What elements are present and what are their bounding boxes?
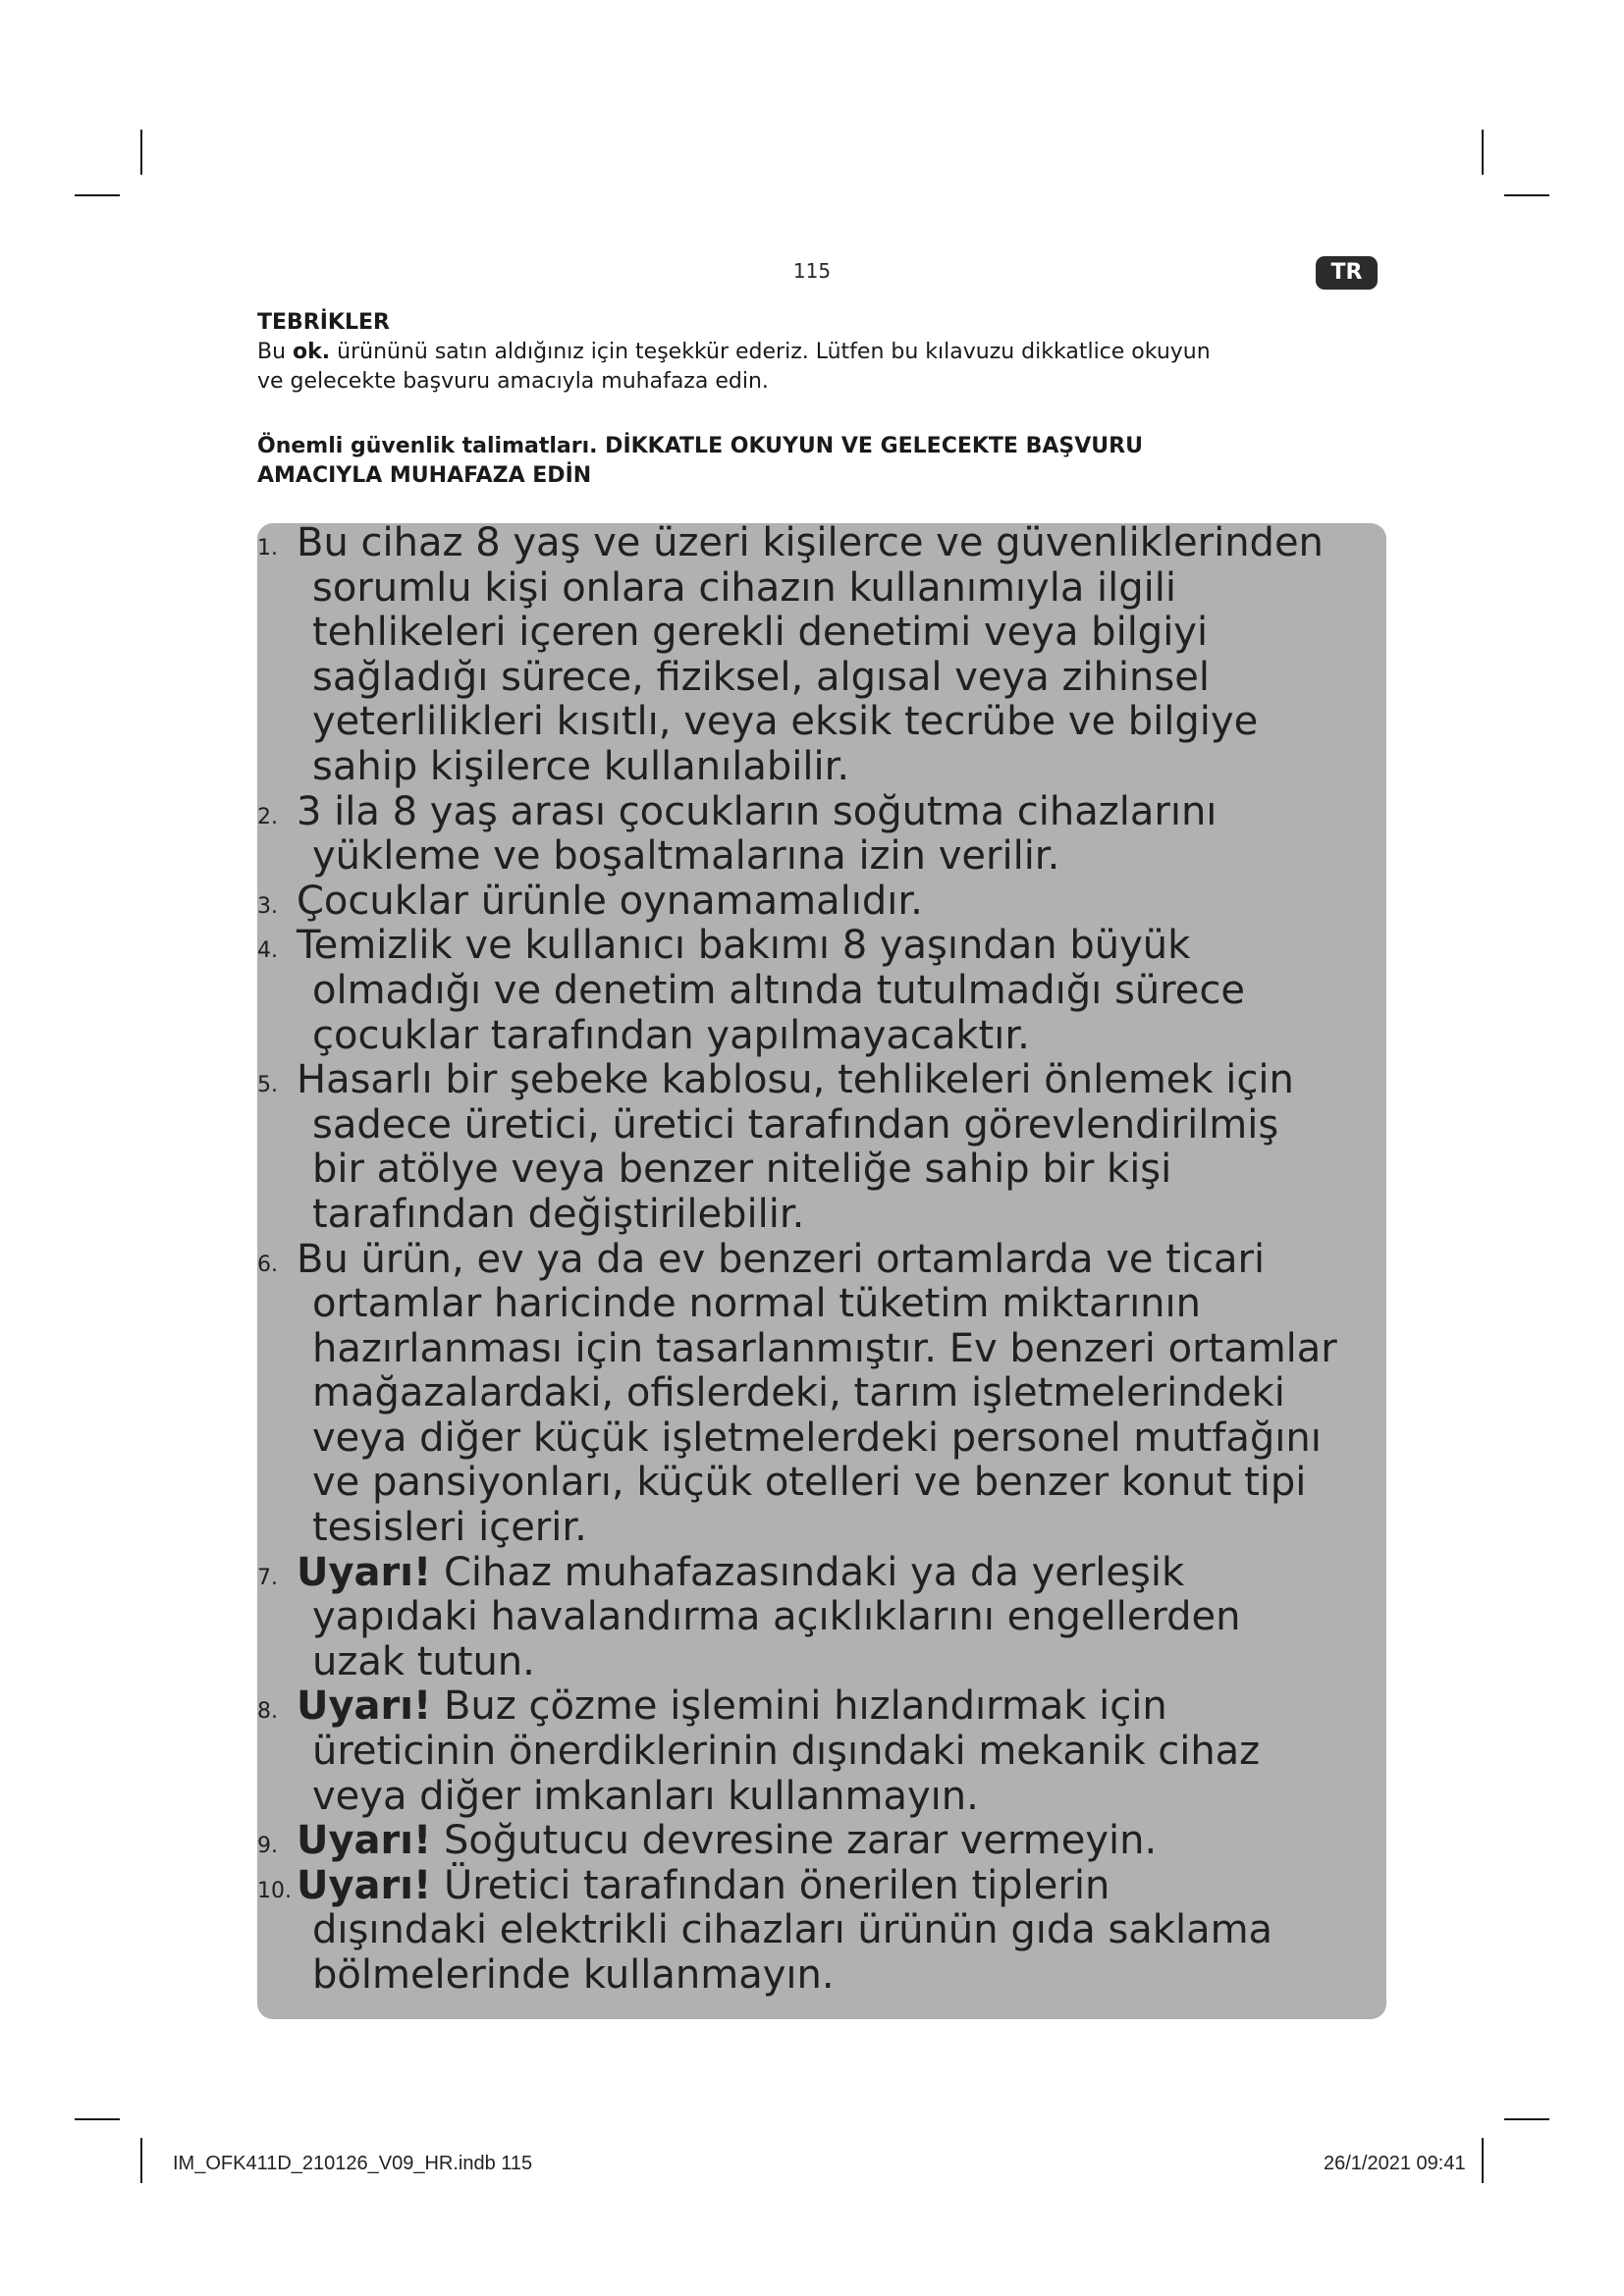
item-text: sorumlu kişi onlara cihazın kullanımıyla ilgili (312, 564, 1176, 611)
item-text: bir atölye veya benzer niteliğe sahip bir kişi (312, 1147, 1172, 1193)
item-line (297, 1551, 1396, 1596)
list-item (257, 1058, 1396, 1237)
item-line (312, 1908, 1396, 1953)
item-line (312, 1014, 1396, 1059)
crop-mark (75, 2118, 120, 2120)
item-text: hazırlanması için tasarlanmıştır. Ev benzeri ortamlar (312, 1325, 1337, 1371)
item-line (312, 1640, 1396, 1685)
item-text: uzak tutun. (312, 1638, 535, 1684)
item-line (297, 1684, 1396, 1730)
crop-mark (1482, 2138, 1484, 2183)
item-line (297, 790, 1396, 835)
item-line (312, 700, 1396, 745)
list-item (257, 880, 1396, 925)
item-line (312, 969, 1396, 1014)
item-line (312, 745, 1396, 790)
footer-datetime: 26/1/2021 09:41 (1324, 2153, 1466, 2174)
item-line (312, 1103, 1396, 1148)
item-text: bölmelerinde kullanmayın. (312, 1952, 835, 1998)
crop-mark (1504, 194, 1549, 196)
list-item (257, 1551, 1396, 1685)
item-line (312, 1775, 1396, 1820)
warning-label: Uyarı! (297, 1818, 432, 1864)
item-line (312, 1416, 1396, 1462)
item-text: Bu cihaz 8 yaş ve üzeri kişilerce ve güvenliklerinden (297, 520, 1324, 565)
item-text: ortamlar haricinde normal tüketim miktarının (312, 1281, 1201, 1327)
item-text: yeterlilikleri kısıtlı, veya eksik tecrübe ve bilgiye (312, 699, 1259, 745)
safety-instructions-list (257, 521, 1396, 1999)
item-text: üreticinin önerdiklerinin dışındaki mekanik cihaz (312, 1729, 1261, 1775)
item-text: tarafından değiştirilebilir. (312, 1191, 805, 1237)
item-number: 7. (257, 1565, 278, 1590)
item-text: veya diğer küçük işletmelerdeki personel mutfağını (312, 1415, 1322, 1461)
list-item (257, 924, 1396, 1058)
item-line (297, 924, 1396, 969)
crop-mark (75, 194, 120, 196)
item-line (312, 611, 1396, 656)
list-item (257, 1819, 1396, 1864)
intro-section (257, 308, 1386, 397)
item-number: 2. (257, 804, 278, 829)
item-line (312, 566, 1396, 612)
item-text: tesisleri içerir. (312, 1505, 587, 1551)
safety-heading (257, 432, 1386, 491)
item-number: 1. (257, 536, 278, 561)
item-number: 3. (257, 893, 278, 919)
item-line (297, 880, 1396, 925)
item-line (297, 1819, 1396, 1864)
item-text: olmadığı ve denetim altında tutulmadığı sürece (312, 967, 1245, 1013)
item-text: Cihaz muhafazasındaki ya da yerleşik (431, 1549, 1185, 1595)
brand-name: ok. (293, 340, 331, 364)
item-text: ve pansiyonları, küçük otelleri ve benzer konut tipi (312, 1460, 1307, 1506)
item-line (312, 1148, 1396, 1193)
item-line (312, 1327, 1396, 1372)
intro-line1: ürününü satın aldığınız için teşekkür ederiz. Lütfen bu kılavuzu dikkatlice okuyun (330, 340, 1211, 364)
warning-label: Uyarı! (297, 1683, 432, 1730)
item-line (312, 1730, 1396, 1775)
list-item (257, 1238, 1396, 1551)
item-text: 3 ila 8 yaş arası çocukların soğutma cihazlarını (297, 788, 1218, 834)
intro-line2: ve gelecekte başvuru amacıyla muhafaza edin. (257, 369, 769, 394)
item-line (297, 1864, 1396, 1909)
item-text: çocuklar tarafından yapılmayacaktır. (312, 1012, 1030, 1058)
item-text: sadece üretici, üretici tarafından görevlendirilmiş (312, 1101, 1279, 1148)
item-text: tehlikeleri içeren gerekli denetimi veya bilgiyi (312, 610, 1209, 656)
item-text: Hasarlı bir şebeke kablosu, tehlikeleri önlemek için (297, 1057, 1294, 1103)
item-text: dışındaki elektrikli cihazları ürünün gıda saklama (312, 1907, 1273, 1953)
item-line (297, 521, 1396, 566)
item-text: sağladığı sürece, fiziksel, algısal veya zihinsel (312, 654, 1210, 700)
item-text: Üretici tarafından önerilen tiplerin (431, 1862, 1110, 1908)
item-number: 5. (257, 1073, 278, 1098)
warning-label: Uyarı! (297, 1862, 432, 1908)
item-line (312, 1461, 1396, 1506)
item-text: Bu ürün, ev ya da ev benzeri ortamlarda ve ticari (297, 1236, 1266, 1282)
item-line (297, 1238, 1396, 1283)
item-line (312, 656, 1396, 701)
list-item (257, 1864, 1396, 1999)
item-number: 6. (257, 1252, 278, 1277)
item-number: 10. (257, 1878, 292, 1903)
item-text: Çocuklar ürünle oynamamalıdır. (297, 878, 923, 924)
crop-mark (1504, 2118, 1549, 2120)
item-text: mağazalardaki, ofislerdeki, tarım işletmelerindeki (312, 1370, 1285, 1416)
item-line (312, 1953, 1396, 1999)
item-number: 8. (257, 1699, 278, 1725)
item-line (312, 1506, 1396, 1551)
item-line (312, 834, 1396, 880)
item-text: Buz çözme işlemini hızlandırmak için (431, 1683, 1167, 1730)
safety-heading-line1: Önemli güvenlik talimatları. DİKKATLE OKUYUN VE GELECEKTE BAŞVURU (257, 434, 1143, 458)
item-text: Soğutucu devresine zarar vermeyin. (431, 1818, 1158, 1864)
safety-heading-line2: AMACIYLA MUHAFAZA EDİN (257, 463, 592, 488)
intro-title: TEBRİKLER (257, 310, 390, 335)
crop-mark (1482, 130, 1484, 175)
item-text: yükleme ve boşaltmalarına izin verilir. (312, 833, 1060, 880)
list-item (257, 521, 1396, 790)
intro-text (257, 338, 1386, 397)
item-line (297, 1058, 1396, 1103)
page-number: 115 (792, 259, 832, 283)
item-line (312, 1595, 1396, 1640)
item-line (312, 1282, 1396, 1327)
footer-file-info: IM_OFK411D_210126_V09_HR.indb 115 (173, 2153, 533, 2174)
warning-label: Uyarı! (297, 1549, 432, 1595)
language-badge: TR (1316, 256, 1378, 290)
item-line (312, 1193, 1396, 1238)
item-line (312, 1371, 1396, 1416)
list-item (257, 1684, 1396, 1819)
item-number: 4. (257, 938, 278, 964)
item-number: 9. (257, 1834, 278, 1859)
item-text: yapıdaki havalandırma açıklıklarını engellerden (312, 1594, 1241, 1640)
item-text: veya diğer imkanları kullanmayın. (312, 1773, 979, 1819)
item-text: Temizlik ve kullanıcı bakımı 8 yaşından büyük (297, 923, 1191, 969)
item-text: sahip kişilerce kullanılabilir. (312, 743, 850, 789)
crop-mark (140, 2138, 142, 2183)
crop-mark (140, 130, 142, 175)
list-item (257, 790, 1396, 880)
intro-prefix: Bu (257, 340, 294, 364)
